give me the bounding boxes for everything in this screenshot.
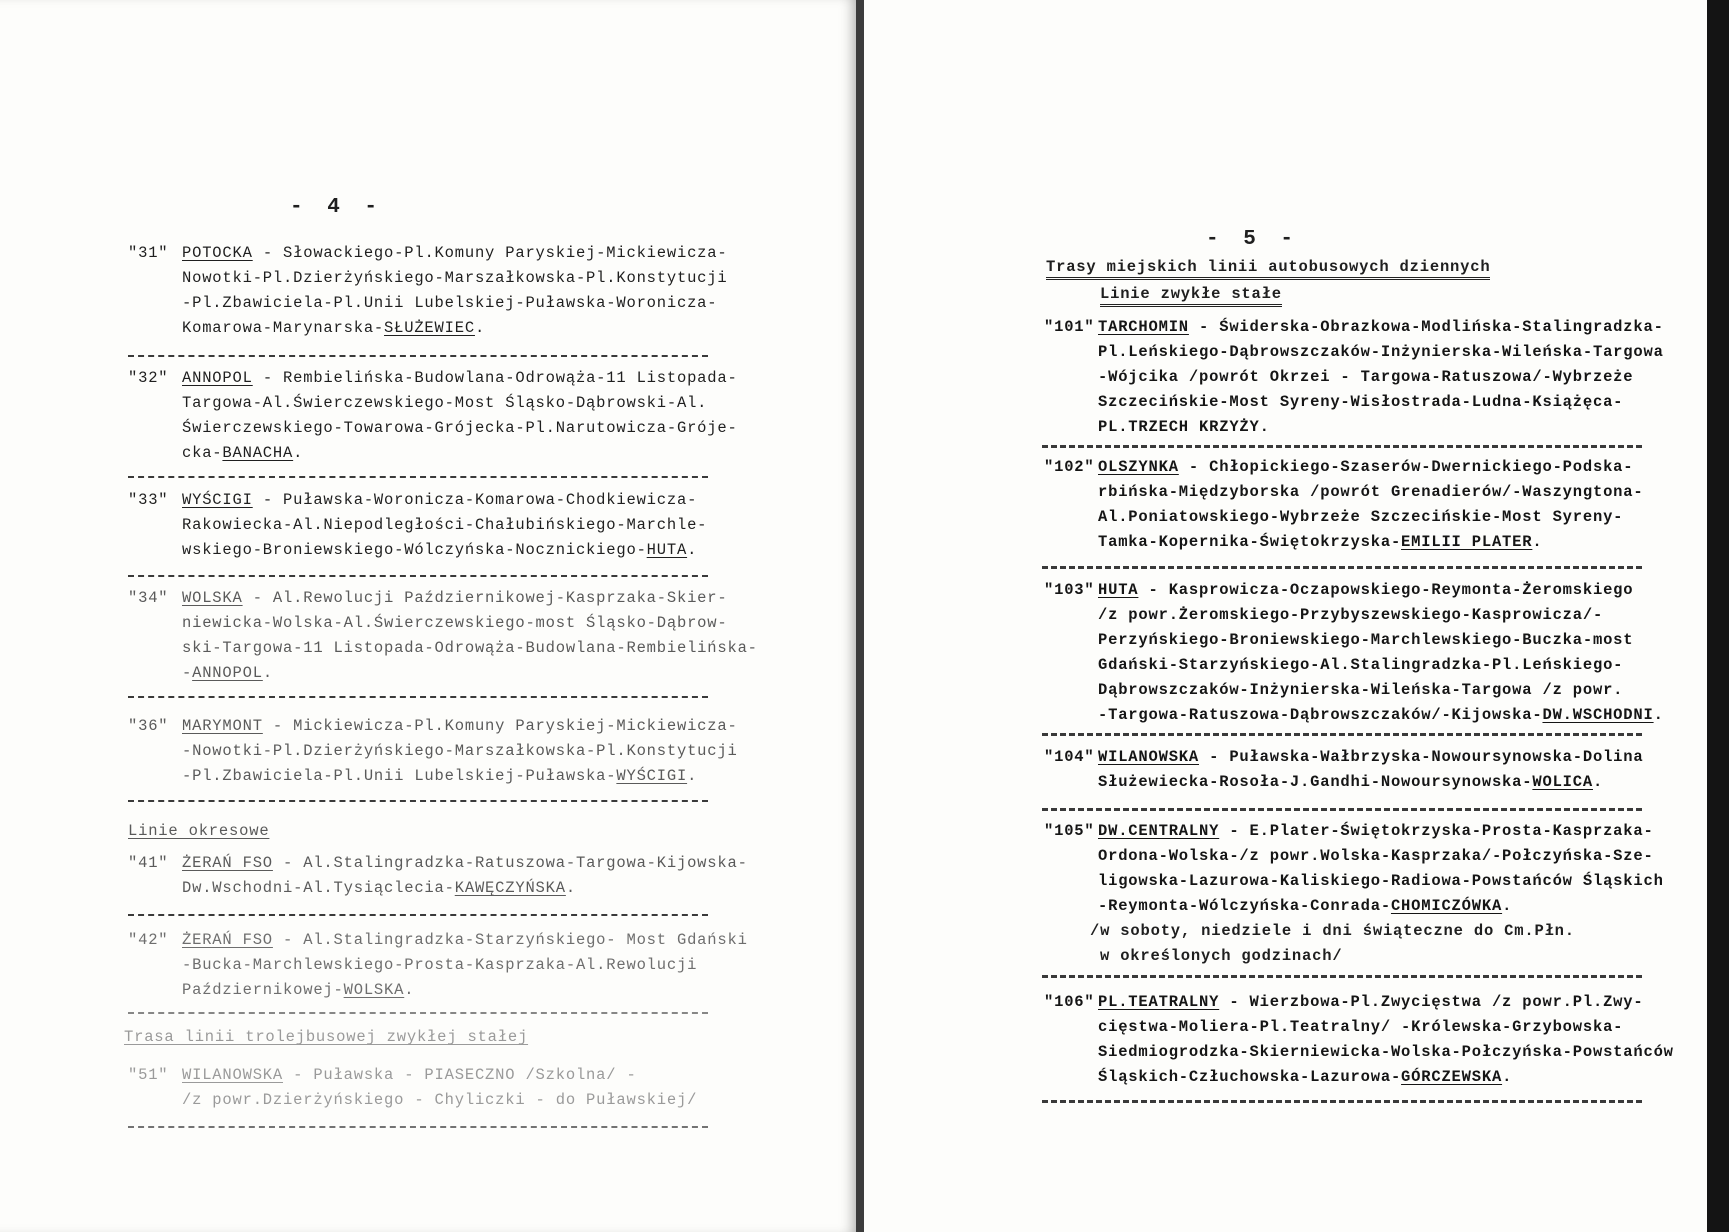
route-code: "101" [1044,318,1095,336]
route-end-terminus: HUTA [646,541,688,559]
route-line: Al.Poniatowskiego-Wybrzeże Szczecińskie-Most Syreny- [1098,508,1624,526]
route-line: MARYMONT - Mickiewicza-Pl.Komuny Paryskiej-Mickiewicza- [182,717,738,735]
left-page [0,0,856,1232]
right-page [864,0,1729,1232]
route-start-terminus: WOLSKA [182,589,243,607]
route-code: "31" [128,244,169,262]
separator-line [1042,1100,1642,1103]
route-line: -ANNOPOL. [182,664,273,682]
route-description [1098,578,1664,728]
route-line: cięstwa-Moliera-Pl.Teatralny/ -Królewska-Grzybowska- [1098,1018,1624,1036]
route-description [1098,819,1664,919]
route-line: Śląskich-Człuchowska-Lazurowa-GÓRCZEWSKA. [1098,1068,1513,1086]
separator-line [1042,445,1642,448]
route-code: "105" [1044,822,1095,840]
route-line: ANNOPOL - Rembielińska-Budowlana-Odrowąża-11 Listopada- [182,369,738,387]
separator-line [128,1126,708,1128]
separator-line [128,914,708,916]
separator-line [1042,566,1642,569]
route-description [1098,315,1664,440]
route-line: -Pl.Zbawiciela-Pl.Unii Lubelskiej-Puławska-Woronicza- [182,294,718,312]
route-start-terminus: PL.TEATRALNY [1098,993,1220,1011]
route-end-terminus: WYŚCIGI [616,767,688,785]
route-line: ski-Targowa-11 Listopada-Odrowąża-Budowlana-Rembielińska- [182,639,758,657]
section-heading-periodic: Linie okresowe [128,822,270,840]
route-line: Targowa-Al.Świerczewskiego-Most Śląsko-Dąbrowski-Al. [182,394,708,412]
route-line: wskiego-Broniewskiego-Wólczyńska-Nocznickiego-HUTA. [182,541,698,559]
route-line: -Reymonta-Wólczyńska-Conrada-CHOMICZÓWKA. [1098,897,1513,915]
route-line: WYŚCIGI - Puławska-Woronicza-Komarowa-Chodkiewicza- [182,491,698,509]
separator-line [128,355,708,357]
route-line: Komarowa-Marynarska-SŁUŻEWIEC. [182,319,486,337]
route-line: ŻERAŃ FSO - Al.Stalingradzka-Starzyńskiego- Most Gdański [182,931,748,949]
route-start-terminus: ŻERAŃ FSO [182,854,273,872]
route-line: Gdański-Starzyńskiego-Al.Stalingradzka-Pl.Leńskiego- [1098,656,1624,674]
route-line: Szczecińskie-Most Syreny-Wisłostrada-Ludna-Książęca- [1098,393,1624,411]
route-line: WILANOWSKA - Puławska - PIASECZNO /Szkolna/ - [182,1066,637,1084]
section-heading-trolley: Trasa linii trolejbusowej zwykłej stałej [124,1028,529,1046]
route-code: "42" [128,931,169,949]
route-line: Rakowiecka-Al.Niepodległości-Chałubińskiego-Marchle- [182,516,708,534]
route-line: niewicka-Wolska-Al.Świerczewskiego-most Śląsko-Dąbrow- [182,614,728,632]
route-code: "33" [128,491,169,509]
route-line: ŻERAŃ FSO - Al.Stalingradzka-Ratuszowa-Targowa-Kijowska- [182,854,748,872]
separator-line [128,476,708,478]
route-line: WILANOWSKA - Puławska-Wałbrzyska-Nowoursynowska-Dolina [1098,748,1644,766]
note-line: /w soboty, niedziele i dni świąteczne do Cm.Płn. [1090,922,1575,940]
route-code: "41" [128,854,169,872]
route-line: HUTA - Kasprowicza-Oczapowskiego-Reymonta-Żeromskiego [1098,581,1634,599]
route-end-terminus: ANNOPOL [192,664,263,682]
note-line: w określonych godzinach/ [1100,947,1343,965]
route-start-terminus: WILANOWSKA [182,1066,284,1084]
page-number: - 4 - [290,196,384,219]
route-line: Siedmiogrodzka-Skierniewicka-Wolska-Połczyńska-Powstańców [1098,1043,1674,1061]
route-line: /z powr.Dzierżyńskiego - Chyliczki - do Puławskiej/ [182,1091,698,1109]
route-line: Październikowej-WOLSKA. [182,981,415,999]
route-end-terminus: KAWĘCZYŃSKA [454,879,566,897]
route-description [1098,455,1643,555]
route-description [182,586,758,686]
route-description [182,488,707,563]
separator-line [128,575,708,577]
separator-line [128,1012,708,1014]
book-gutter [856,0,864,1232]
route-end-terminus: GÓRCZEWSKA [1401,1068,1503,1086]
route-line: -Pl.Zbawiciela-Pl.Unii Lubelskiej-Puławska-WYŚCIGI. [182,767,698,785]
route-code: "102" [1044,458,1095,476]
route-start-terminus: ANNOPOL [182,369,253,387]
route-code: "104" [1044,748,1095,766]
route-code: "36" [128,717,169,735]
route-end-terminus: WOLICA [1532,773,1593,791]
route-code: "103" [1044,581,1095,599]
route-line: TARCHOMIN - Świderska-Obrazkowa-Modlińska-Stalingradzka- [1098,318,1664,336]
separator-line [128,696,708,698]
route-line: -Targowa-Ratuszowa-Dąbrowszczaków/-Kijowska-DW.WSCHODNI. [1098,706,1664,724]
route-line: DW.CENTRALNY - E.Plater-Świętokrzyska-Prosta-Kasprzaka- [1098,822,1654,840]
route-start-terminus: POTOCKA [182,244,253,262]
route-description [182,366,738,466]
route-line: WOLSKA - Al.Rewolucji Październikowej-Kasprzaka-Skier- [182,589,728,607]
route-line: OLSZYNKA - Chłopickiego-Szaserów-Dwernickiego-Podska- [1098,458,1634,476]
route-line: Ordona-Wolska-/z powr.Wolska-Kasprzaka/-Połczyńska-Sze- [1098,847,1654,865]
route-line: ligowska-Lazurowa-Kaliskiego-Radiowa-Powstańców Śląskich [1098,872,1664,890]
route-end-terminus: BANACHA [222,444,294,462]
separator-line [1042,808,1642,811]
route-line: Perzyńskiego-Broniewskiego-Marchlewskiego-Buczka-most [1098,631,1634,649]
page-number: - 5 - [1206,228,1300,251]
separator-line [128,800,708,802]
route-line: Pl.Leńskiego-Dąbrowszczaków-Inżynierska-Wileńska-Targowa [1098,343,1664,361]
route-line: Tamka-Kopernika-Świętokrzyska-EMILII PLATER. [1098,533,1543,551]
route-description [1098,745,1643,795]
route-start-terminus: MARYMONT [182,717,263,735]
route-line: -Wójcika /powrót Okrzei - Targowa-Ratuszowa/-Wybrzeże [1098,368,1634,386]
route-start-terminus: WYŚCIGI [182,491,253,509]
route-end-terminus: EMILII PLATER [1401,533,1533,551]
route-line: /z powr.Żeromskiego-Przybyszewskiego-Kasprowicza/- [1098,606,1604,624]
route-end-terminus: WOLSKA [343,981,405,999]
route-line: -Bucka-Marchlewskiego-Prosta-Kasprzaka-Al.Rewolucji [182,956,698,974]
page-heading: Trasy miejskich linii autobusowych dziennych [1046,258,1490,280]
route-line: Świerczewskiego-Towarowa-Grójecka-Pl.Narutowicza-Gróje- [182,419,738,437]
scan-border [1707,0,1729,1232]
route-description [182,241,728,341]
route-line: Służewiecka-Rosoła-J.Gandhi-Nowoursynowska-WOLICA. [1098,773,1604,791]
route-code: "106" [1044,993,1095,1011]
route-code: "51" [128,1066,169,1084]
route-code: "32" [128,369,169,387]
route-start-terminus: OLSZYNKA [1098,458,1179,476]
route-end-terminus: DW.WSCHODNI [1542,706,1654,724]
route-line: Nowotki-Pl.Dzierżyńskiego-Marszałkowska-Pl.Konstytucji [182,269,728,287]
route-description [1098,990,1674,1090]
page-subheading: Linie zwykłe stałe [1100,285,1282,307]
route-line: -Nowotki-Pl.Dzierżyńskiego-Marszałkowska-Pl.Konstytucji [182,742,738,760]
route-start-terminus: ŻERAŃ FSO [182,931,273,949]
route-line: Dąbrowszczaków-Inżynierska-Wileńska-Targowa /z powr. [1098,681,1624,699]
route-description [182,851,748,901]
separator-line [1042,975,1642,978]
route-start-terminus: HUTA [1098,581,1139,599]
route-105-note [1090,919,1575,969]
route-description [182,1063,697,1113]
route-line: POTOCKA - Słowackiego-Pl.Komuny Paryskiej-Mickiewicza- [182,244,728,262]
route-line: PL.TRZECH KRZYŻY. [1098,418,1270,436]
route-start-terminus: DW.CENTRALNY [1098,822,1220,840]
route-line: rbińska-Międzyborska /powrót Grenadierów/-Waszyngtona- [1098,483,1644,501]
route-end-terminus: SŁUŻEWIEC [384,319,475,337]
route-start-terminus: WILANOWSKA [1098,748,1200,766]
route-line: Dw.Wschodni-Al.Tysiąclecia-KAWĘCZYŃSKA. [182,879,576,897]
route-description [182,928,748,1003]
route-line: PL.TEATRALNY - Wierzbowa-Pl.Zwycięstwa /z powr.Pl.Zwy- [1098,993,1644,1011]
route-start-terminus: TARCHOMIN [1098,318,1189,336]
route-code: "34" [128,589,169,607]
separator-line [1042,733,1642,736]
route-end-terminus: CHOMICZÓWKA [1390,897,1503,915]
route-description [182,714,738,789]
route-line: cka-BANACHA. [182,444,304,462]
